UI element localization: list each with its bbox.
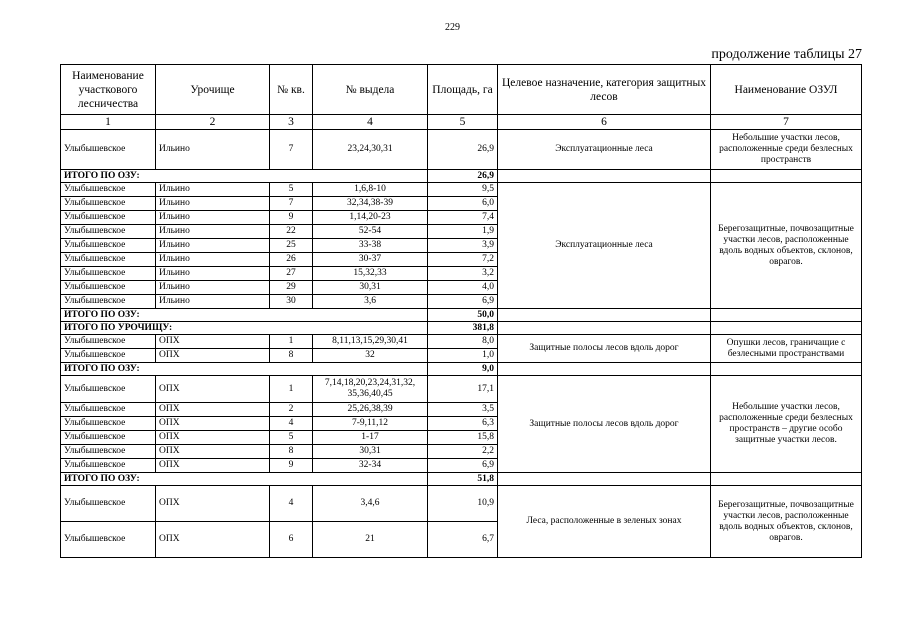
- total-label: ИТОГО ПО ОЗУ:: [61, 170, 428, 183]
- cell-purpose: Защитные полосы лесов вдоль дорог: [498, 335, 711, 363]
- cell-quarter: 29: [270, 281, 313, 295]
- column-number: 4: [313, 115, 428, 130]
- header-row: [61, 65, 862, 115]
- cell-purpose: Эксплуатационные леса: [498, 130, 711, 170]
- cell-district: Улыбышевское: [61, 459, 156, 473]
- cell-plots: 7,14,18,20,23,24,31,32, 35,36,40,45: [313, 376, 428, 403]
- header-ozul: Наименование ОЗУЛ: [711, 65, 862, 115]
- table-row: [61, 376, 862, 403]
- cell-tract: Ильино: [156, 267, 270, 281]
- cell-district: Улыбышевское: [61, 183, 156, 197]
- cell-area: 10,9: [428, 486, 498, 522]
- cell-quarter: 7: [270, 130, 313, 170]
- cell-area: 15,8: [428, 431, 498, 445]
- cell-plots: 32: [313, 349, 428, 363]
- cell-plots: 32-34: [313, 459, 428, 473]
- cell-ozul: Небольшие участки лесов, расположенные среди безлесных пространств: [711, 130, 862, 170]
- total-row: [61, 363, 862, 376]
- cell-quarter: 9: [270, 459, 313, 473]
- header-plots: № выдела: [313, 65, 428, 115]
- cell-purpose: Леса, расположенные в зеленых зонах: [498, 486, 711, 558]
- table-row: [61, 130, 862, 170]
- header-purpose: Целевое назначение, категория защитных лесов: [498, 65, 711, 115]
- total-value: 381,8: [428, 322, 498, 335]
- cell-ozul: Опушки лесов, граничащие с безлесными пространствами: [711, 335, 862, 363]
- cell-purpose: Защитные полосы лесов вдоль дорог: [498, 376, 711, 473]
- cell-plots: 7-9,11,12: [313, 417, 428, 431]
- cell-area: 3,2: [428, 267, 498, 281]
- column-number: 5: [428, 115, 498, 130]
- header-quarter: № кв.: [270, 65, 313, 115]
- cell-plots: 15,32,33: [313, 267, 428, 281]
- cell-area: 6,9: [428, 295, 498, 309]
- cell-district: Улыбышевское: [61, 431, 156, 445]
- tract-total-row: [61, 322, 862, 335]
- column-number: 3: [270, 115, 313, 130]
- cell-quarter: 8: [270, 445, 313, 459]
- cell-ozul: Небольшие участки лесов, расположенные среди безлесных пространств – другие особо защитные участки лесов.: [711, 376, 862, 473]
- total-label: ИТОГО ПО ОЗУ:: [61, 473, 428, 486]
- cell-tract: ОПХ: [156, 431, 270, 445]
- cell-purpose: Эксплуатационные леса: [498, 183, 711, 309]
- cell-area: 3,5: [428, 403, 498, 417]
- cell-district: Улыбышевское: [61, 197, 156, 211]
- cell-quarter: 6: [270, 522, 313, 558]
- cell-tract: ОПХ: [156, 349, 270, 363]
- cell-plots: 1,14,20-23: [313, 211, 428, 225]
- cell-plots: 1-17: [313, 431, 428, 445]
- cell-plots: 52-54: [313, 225, 428, 239]
- cell-district: Улыбышевское: [61, 267, 156, 281]
- cell-quarter: 1: [270, 376, 313, 403]
- cell-district: Улыбышевское: [61, 211, 156, 225]
- cell-quarter: 5: [270, 431, 313, 445]
- column-number: 6: [498, 115, 711, 130]
- cell-tract: ОПХ: [156, 417, 270, 431]
- cell-plots: 1,6,8-10: [313, 183, 428, 197]
- cell-area: 6,0: [428, 197, 498, 211]
- cell-area: 1,0: [428, 349, 498, 363]
- header-tract: Урочище: [156, 65, 270, 115]
- cell-district: Улыбышевское: [61, 130, 156, 170]
- cell-quarter: 25: [270, 239, 313, 253]
- total-row: [61, 170, 862, 183]
- cell-quarter: 9: [270, 211, 313, 225]
- cell-tract: ОПХ: [156, 445, 270, 459]
- cell-area: 17,1: [428, 376, 498, 403]
- total-row: [61, 309, 862, 322]
- table-row: [61, 486, 862, 522]
- cell-district: Улыбышевское: [61, 295, 156, 309]
- cell-area: 1,9: [428, 225, 498, 239]
- column-number-row: [61, 115, 862, 130]
- cell-quarter: 26: [270, 253, 313, 267]
- cell-area: 7,4: [428, 211, 498, 225]
- cell-district: Улыбышевское: [61, 253, 156, 267]
- cell-tract: Ильино: [156, 253, 270, 267]
- cell-ozul: Берегозащитные, почвозащитные участки лесов, расположенные вдоль водных объектов, склонов, оврагов.: [711, 183, 862, 309]
- cell-area: 3,9: [428, 239, 498, 253]
- cell-plots: 23,24,30,31: [313, 130, 428, 170]
- cell-quarter: 27: [270, 267, 313, 281]
- cell-area: 6,7: [428, 522, 498, 558]
- total-value: 9,0: [428, 363, 498, 376]
- cell-tract: Ильино: [156, 197, 270, 211]
- cell-district: Улыбышевское: [61, 239, 156, 253]
- cell-district: Улыбышевское: [61, 445, 156, 459]
- cell-quarter: 1: [270, 335, 313, 349]
- cell-district: Улыбышевское: [61, 225, 156, 239]
- cell-quarter: 4: [270, 486, 313, 522]
- table-row: [61, 335, 862, 349]
- table-row: [61, 183, 862, 197]
- cell-tract: Ильино: [156, 295, 270, 309]
- column-number: 7: [711, 115, 862, 130]
- cell-tract: Ильино: [156, 281, 270, 295]
- total-value: 51,8: [428, 473, 498, 486]
- column-number: 1: [61, 115, 156, 130]
- forest-table: [60, 64, 862, 558]
- cell-plots: 30-37: [313, 253, 428, 267]
- cell-area: 9,5: [428, 183, 498, 197]
- cell-tract: ОПХ: [156, 522, 270, 558]
- cell-district: Улыбышевское: [61, 486, 156, 522]
- cell-ozul: Берегозащитные, почвозащитные участки лесов, расположенные вдоль водных объектов, склонов, оврагов.: [711, 486, 862, 558]
- cell-quarter: 5: [270, 183, 313, 197]
- cell-tract: Ильино: [156, 183, 270, 197]
- cell-quarter: 7: [270, 197, 313, 211]
- cell-quarter: 4: [270, 417, 313, 431]
- cell-tract: Ильино: [156, 225, 270, 239]
- cell-plots: 3,6: [313, 295, 428, 309]
- cell-district: Улыбышевское: [61, 376, 156, 403]
- cell-plots: 33-38: [313, 239, 428, 253]
- cell-tract: ОПХ: [156, 403, 270, 417]
- cell-area: 2,2: [428, 445, 498, 459]
- cell-tract: Ильино: [156, 239, 270, 253]
- cell-area: 8,0: [428, 335, 498, 349]
- cell-plots: 32,34,38-39: [313, 197, 428, 211]
- cell-area: 6,9: [428, 459, 498, 473]
- cell-district: Улыбышевское: [61, 281, 156, 295]
- cell-district: Улыбышевское: [61, 403, 156, 417]
- cell-tract: ОПХ: [156, 335, 270, 349]
- cell-plots: 21: [313, 522, 428, 558]
- header-district: Наименование участкового лесничества: [61, 65, 156, 115]
- cell-plots: 30,31: [313, 445, 428, 459]
- table-continuation-label: продолжение таблицы 27: [711, 47, 862, 62]
- cell-district: Улыбышевское: [61, 417, 156, 431]
- cell-area: 7,2: [428, 253, 498, 267]
- cell-district: Улыбышевское: [61, 522, 156, 558]
- cell-quarter: 22: [270, 225, 313, 239]
- total-row: [61, 473, 862, 486]
- cell-area: 26,9: [428, 130, 498, 170]
- cell-tract: ОПХ: [156, 376, 270, 403]
- cell-area: 6,3: [428, 417, 498, 431]
- cell-plots: 30,31: [313, 281, 428, 295]
- cell-plots: 25,26,38,39: [313, 403, 428, 417]
- cell-tract: ОПХ: [156, 486, 270, 522]
- cell-quarter: 8: [270, 349, 313, 363]
- cell-tract: Ильино: [156, 211, 270, 225]
- column-number: 2: [156, 115, 270, 130]
- total-value: 26,9: [428, 170, 498, 183]
- cell-district: Улыбышевское: [61, 335, 156, 349]
- total-value: 50,0: [428, 309, 498, 322]
- total-label: ИТОГО ПО УРОЧИЩУ:: [61, 322, 428, 335]
- cell-plots: 8,11,13,15,29,30,41: [313, 335, 428, 349]
- cell-tract: ОПХ: [156, 459, 270, 473]
- total-label: ИТОГО ПО ОЗУ:: [61, 363, 428, 376]
- header-area: Площадь, га: [428, 65, 498, 115]
- total-label: ИТОГО ПО ОЗУ:: [61, 309, 428, 322]
- cell-area: 4,0: [428, 281, 498, 295]
- cell-plots: 3,4,6: [313, 486, 428, 522]
- page-number: 229: [445, 22, 460, 33]
- cell-quarter: 30: [270, 295, 313, 309]
- cell-district: Улыбышевское: [61, 349, 156, 363]
- cell-quarter: 2: [270, 403, 313, 417]
- cell-tract: Ильино: [156, 130, 270, 170]
